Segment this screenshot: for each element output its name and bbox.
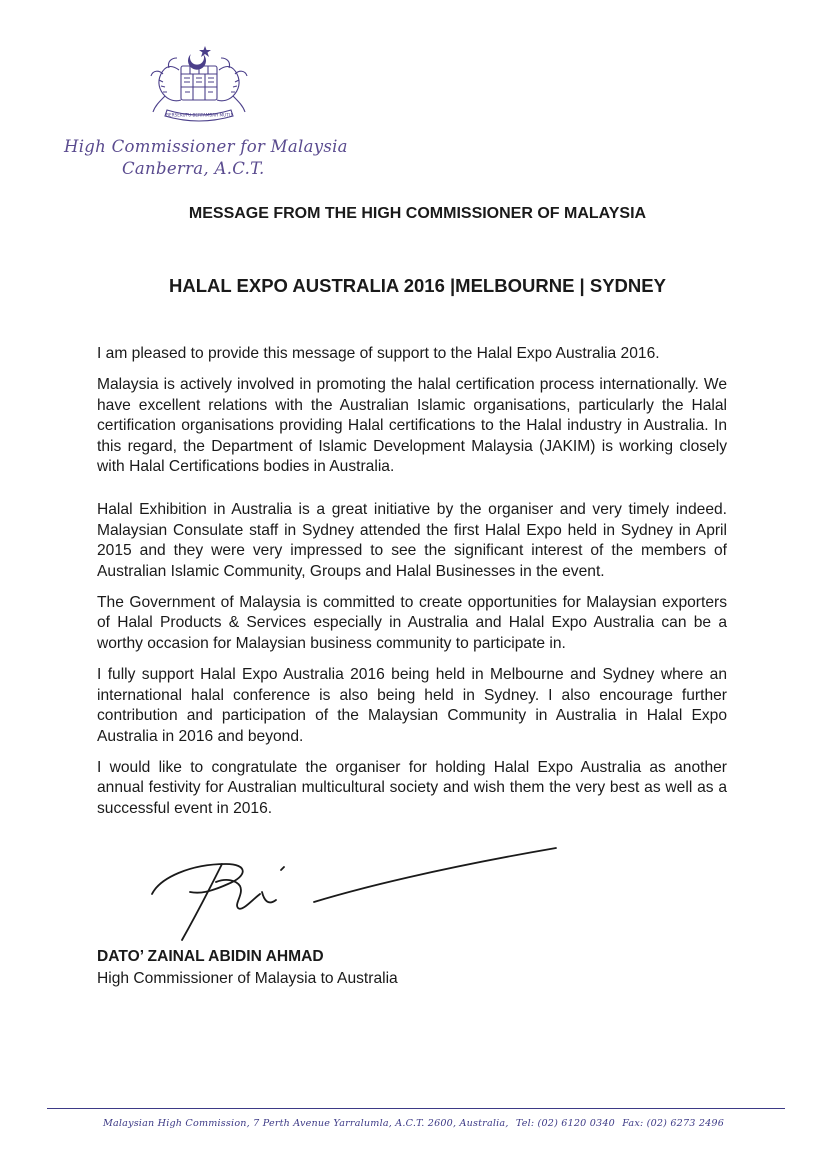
paragraph-1: I am pleased to provide this message of support to the Halal Expo Australia 2016. xyxy=(97,345,660,362)
signatory-position: High Commissioner of Malaysia to Australia xyxy=(97,970,398,987)
message-body xyxy=(97,344,727,830)
paragraph-3: Halal Exhibition in Australia is a great initiative by the organiser and very timely indeed. Malaysian Consulate staff in Sydney attended the first Halal Expo held in Sydney in April 2015 and they were very impressed to see the significant interest of the members of Australian Islamic Community, Groups and Halal Businesses in the event. xyxy=(97,501,727,580)
paragraph-2: Malaysia is actively involved in promoting the halal certification process internationally. We have excellent relations with the Australian Islamic organisations, particularly the Halal certification organisations providing Halal certifications to the Halal industry in Australia. In this regard, the Department of Islamic Development Malaysia (JAKIM) is working closely with Halal Certifications bodies in Australia. xyxy=(97,376,727,476)
paragraph-6: I would like to congratulate the organiser for holding Halal Expo Australia as another annual festivity for Australian multicultural society and wish them the very best as well as a successful event in 2016. xyxy=(97,758,727,817)
letterhead-office xyxy=(64,136,348,180)
page-subtitle: HALAL EXPO AUSTRALIA 2016 |MELBOURNE | SYDNEY xyxy=(169,275,666,296)
footer-fax: Fax: (02) 6273 2496 xyxy=(622,1118,725,1129)
letterhead-office-line2: Canberra, A.C.T. xyxy=(122,159,265,178)
footer-telephone: Tel: (02) 6120 0340 xyxy=(515,1118,615,1129)
letterhead-office-line1: High Commissioner for Malaysia xyxy=(64,137,348,156)
footer-address-line xyxy=(0,1118,827,1129)
footer-address: Malaysian High Commission, 7 Perth Avenue Yarralumla, A.C.T. 2600, Australia, xyxy=(102,1118,509,1129)
paragraph-4: The Government of Malaysia is committed to create opportunities for Malaysian exporters of Halal Products & Services especially in Australia and Halal Expo Australia can be a worthy occasion for Malaysian business community to participate in. xyxy=(97,594,727,652)
signatory-name: DATO’ ZAINAL ABIDIN AHMAD xyxy=(97,948,324,965)
paragraph-5: I fully support Halal Expo Australia 2016 being held in Melbourne and Sydney where an international halal conference is also being held in Sydney. I also encourage further contribution and participation of the Malaysian Community in Australia in Halal Expo Australia in 2016 and beyond. xyxy=(97,666,727,745)
svg-text:BERSEKUTU BERTAMBAH MUTU: BERSEKUTU BERTAMBAH MUTU xyxy=(166,112,232,118)
page-title: MESSAGE FROM THE HIGH COMMISSIONER OF MALAYSIA xyxy=(188,205,647,222)
handwritten-signature-icon xyxy=(130,842,560,944)
footer-divider xyxy=(47,1108,785,1109)
coat-of-arms-icon xyxy=(145,40,253,126)
